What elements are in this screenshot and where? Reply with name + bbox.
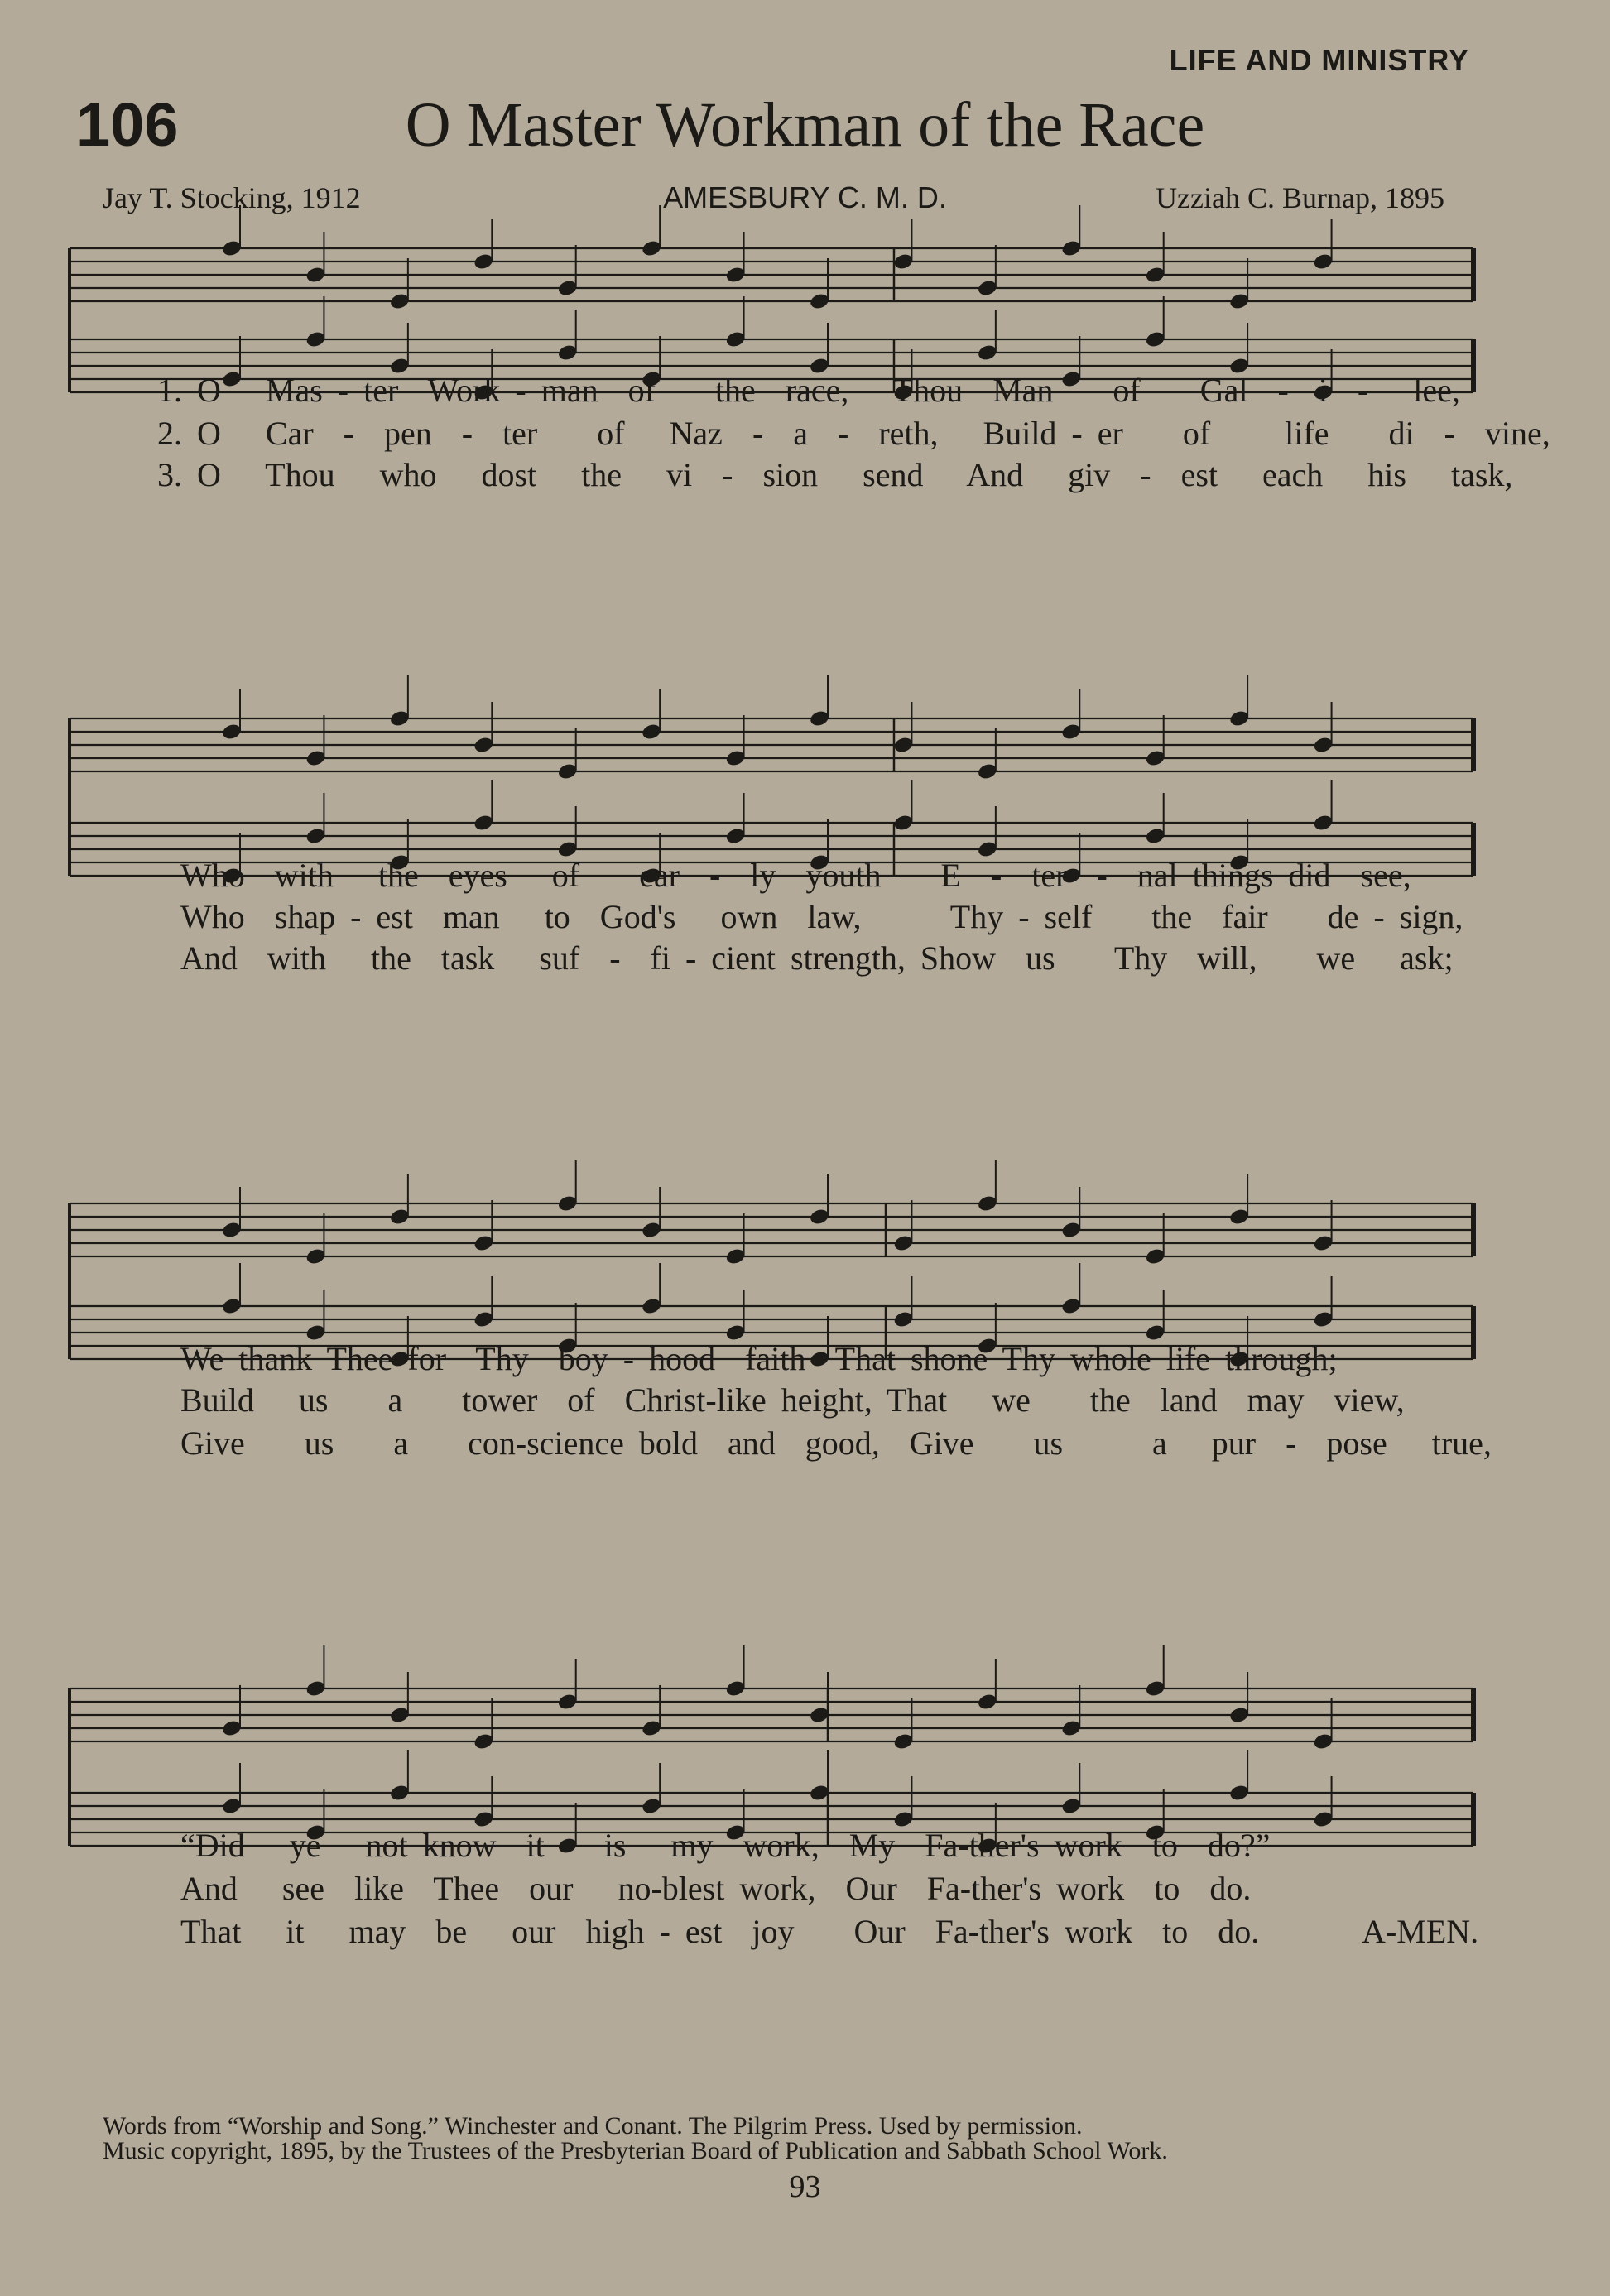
system-3-verse-1: We thank Thee for Thy boy - hood faith That shone Thy whole life through;: [180, 1340, 1338, 1377]
footer-music-copyright: Music copyright, 1895, by the Trustees of the Presbyterian Board of Publication and Sabbath School Work.: [103, 2137, 1168, 2164]
music-credit: Uzziah C. Burnap, 1895: [1156, 181, 1444, 214]
system-3-verse-2: Build us a tower of Christ-like height, That we the land may view,: [180, 1381, 1405, 1419]
system-4-verse-2: And see like Thee our no-blest work, Our Fa-ther's work to do.: [180, 1870, 1252, 1907]
tune-name: AMESBURY C. M. D.: [663, 180, 947, 214]
section-heading: LIFE AND MINISTRY: [1169, 43, 1469, 77]
system-3-verse-3: Give us a con-science bold and good, Give us a pur - pose true,: [180, 1424, 1492, 1462]
page-number: 93: [789, 2169, 821, 2204]
system-2-verse-3: And with the task suf - fi - cient strength, Show us Thy will, we ask;: [180, 939, 1454, 977]
system-1-verse-1: 1. O Mas - ter Work - man of the race, Thou Man of Gal - i - lee,: [157, 372, 1460, 409]
system-4-verse-1: “Did ye not know it is my work, My Fa-ther's work to do?”: [180, 1827, 1271, 1864]
footer-words-credit: Words from “Worship and Song.” Winchester and Conant. The Pilgrim Press. Used by permission.: [103, 2112, 1083, 2140]
hymn-title: O Master Workman of the Race: [405, 90, 1205, 160]
hymn-number: 106: [76, 90, 179, 159]
system-2-verse-2: Who shap - est man to God's own law, Thy - self the fair de - sign,: [180, 898, 1463, 935]
system-2-verse-1: Who with the eyes of ear - ly youth E - ter - nal things did see,: [180, 857, 1411, 894]
system-1-verse-2: 2. O Car - pen - ter of Naz - a - reth, Build - er of life di - vine,: [157, 415, 1550, 452]
system-4-verse-3: That it may be our high - est joy Our Fa-ther's work to do. A-MEN.: [180, 1913, 1479, 1950]
system-1-verse-3: 3. O Thou who dost the vi - sion send And giv - est each his task,: [157, 456, 1513, 493]
words-credit: Jay T. Stocking, 1912: [103, 181, 361, 214]
